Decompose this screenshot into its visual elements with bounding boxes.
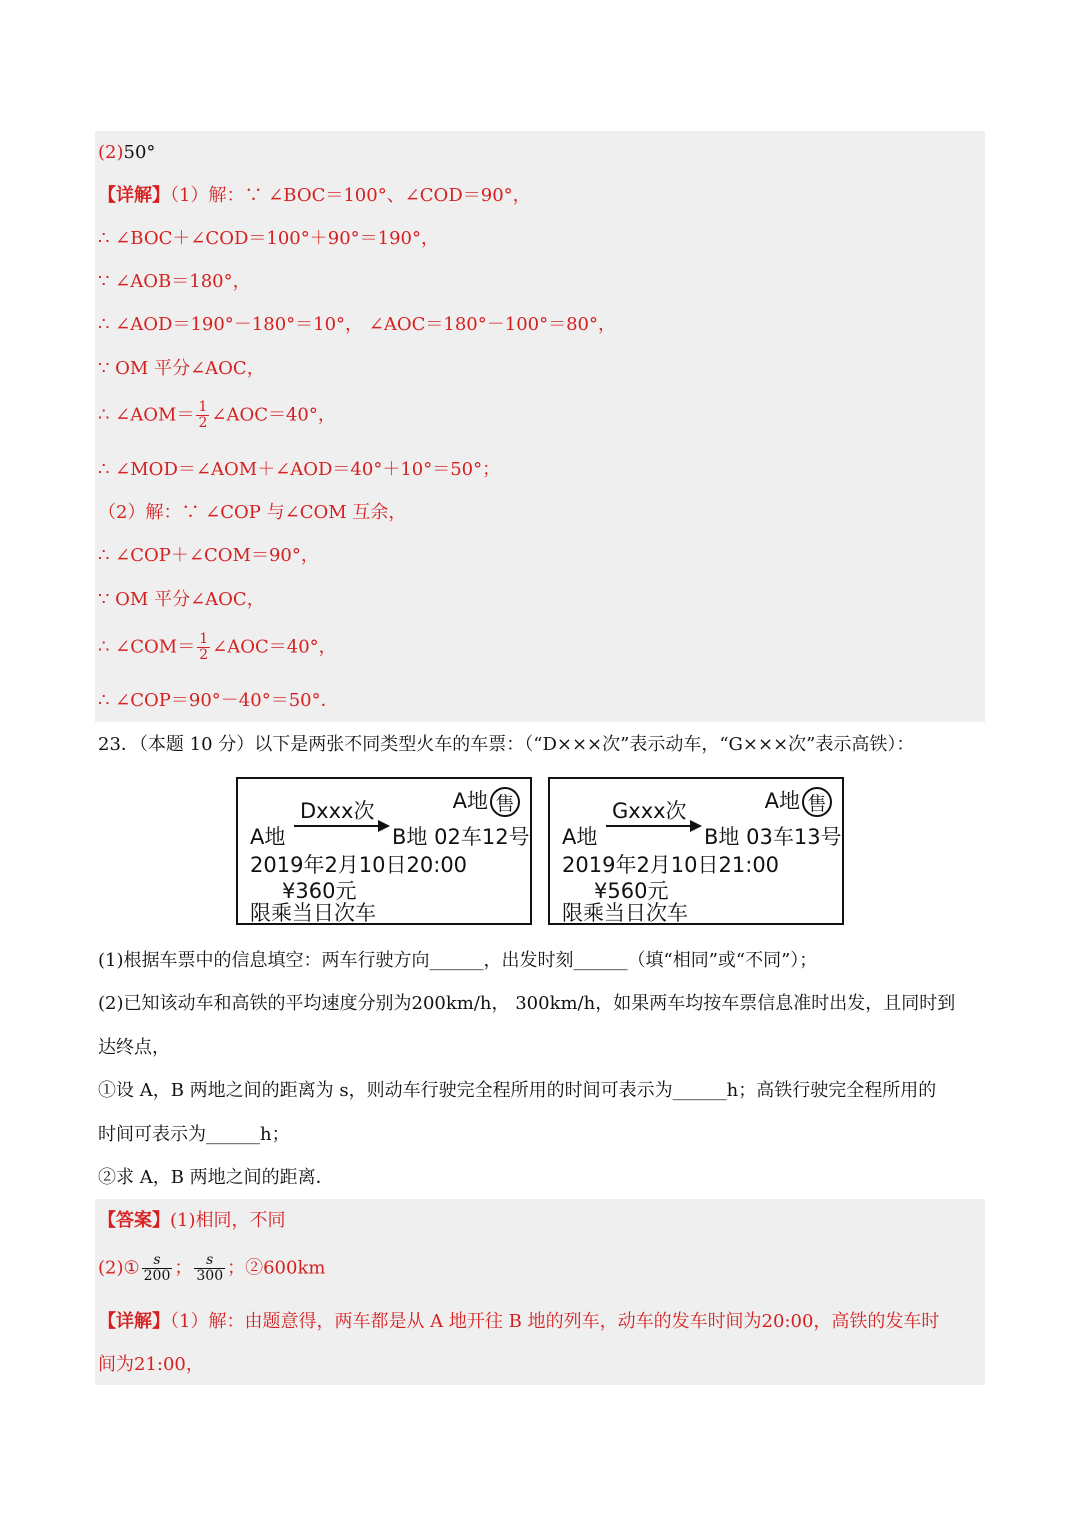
- ticket-note: 限乘当日次车: [250, 901, 376, 925]
- ticket-to: B地: [704, 825, 740, 849]
- question-part-2a: (2)已知该动车和高铁的平均速度分别为200km/h， 300km/h，如果两车均按车票信息准时出发，且同时到: [98, 993, 956, 1014]
- ticket-seat: 03车13号: [746, 825, 842, 849]
- fraction-half: $\frac{1}{2}$: [198, 399, 208, 431]
- ticket-arrow: [294, 799, 390, 829]
- sold-seal-icon: 售: [490, 787, 520, 817]
- question-part-2b: 达终点，: [98, 1037, 170, 1058]
- ticket-station: A地: [764, 789, 800, 813]
- detail-line-3: ∵ ∠AOB＝180°，: [98, 271, 251, 292]
- detail-line-11: ∴ ∠COM＝ $\frac{1}{2}$ ∠AOC＝40°，: [98, 631, 337, 663]
- ticket-d-train: [236, 777, 532, 925]
- answer-line-1: (2)50°: [98, 142, 156, 163]
- ticket-train-number: Gxxx次: [612, 799, 687, 823]
- question-part-1: (1)根据车票中的信息填空：两车行驶方向______，出发时刻______（填“相同”或“不同”）；: [98, 950, 818, 971]
- ticket-datetime: 2019年2月10日21:00: [562, 853, 780, 877]
- ticket-train-number: Dxxx次: [300, 799, 375, 823]
- ticket-seat: 02车12号: [434, 825, 530, 849]
- detail-line-7: ∴ ∠MOD＝∠AOM＋∠AOD＝40°＋10°＝50°；: [98, 459, 501, 480]
- ticket-arrow: [606, 799, 702, 829]
- detail-line-9: ∴ ∠COP＋∠COM＝90°，: [98, 545, 319, 566]
- detail-line-1: 【详解】（1）解：∵ ∠BOC＝100°、∠COD＝90°，: [98, 185, 531, 206]
- fraction-half: $\frac{1}{2}$: [199, 631, 209, 663]
- sold-seal-icon: 售: [802, 787, 832, 817]
- question-part-3b: 时间可表示为______h；: [98, 1124, 290, 1145]
- detail-line-8: （2）解：∵ ∠COP 与∠COM 互余，: [98, 502, 407, 523]
- ticket-price: ¥560元: [594, 879, 669, 903]
- ticket-to: B地: [392, 825, 428, 849]
- detail-line-4: ∴ ∠AOD＝190°－180°＝10°， ∠AOC＝180°－100°＝80°，: [98, 314, 617, 335]
- ticket-price: ¥360元: [282, 879, 357, 903]
- detail-line-12: ∴ ∠COP＝90°－40°＝50°．: [98, 690, 339, 711]
- question-header: 23．（本题 10 分）以下是两张不同类型火车的车票：（“D×××次”表示动车，“G×××次”表示高铁）：: [98, 734, 915, 755]
- detail-line-5: ∵ OM 平分∠AOC，: [98, 358, 265, 379]
- ticket-g-train: [548, 777, 844, 925]
- answer-detail-2: 间为21:00，: [98, 1354, 204, 1375]
- ticket-from: A地: [562, 825, 598, 849]
- arrow-right-icon: [690, 820, 702, 832]
- answer-line-a2: (2)① $\frac{s}{200}$ ； $\frac{s}{300}$ ；②600km: [98, 1252, 326, 1284]
- question-part-4: ②求 A，B 两地之间的距离．: [98, 1167, 334, 1188]
- detail-line-10: ∵ OM 平分∠AOC，: [98, 589, 265, 610]
- ticket-from: A地: [250, 825, 286, 849]
- arrow-right-icon: [378, 820, 390, 832]
- detail-line-2: ∴ ∠BOC＋∠COD＝100°＋90°＝190°，: [98, 228, 440, 249]
- answer-detail-1: 【详解】（1）解：由题意得，两车都是从 A 地开往 B 地的列车，动车的发车时间为20:00，高铁的发车时: [98, 1311, 940, 1332]
- ticket-station: A地: [452, 789, 488, 813]
- fraction-s-200: $\frac{s}{200}$: [143, 1252, 171, 1284]
- fraction-s-300: $\frac{s}{300}$: [196, 1252, 224, 1284]
- question-part-3a: ①设 A，B 两地之间的距离为 s，则动车行驶完全程所用的时间可表示为______h；高铁行驶完全程所用的: [98, 1080, 937, 1101]
- ticket-datetime: 2019年2月10日20:00: [250, 853, 468, 877]
- ticket-note: 限乘当日次车: [562, 901, 688, 925]
- answer-line-a1: 【答案】(1)相同，不同: [98, 1210, 286, 1231]
- detail-line-6: ∴ ∠AOM＝ $\frac{1}{2}$ ∠AOC＝40°，: [98, 399, 336, 431]
